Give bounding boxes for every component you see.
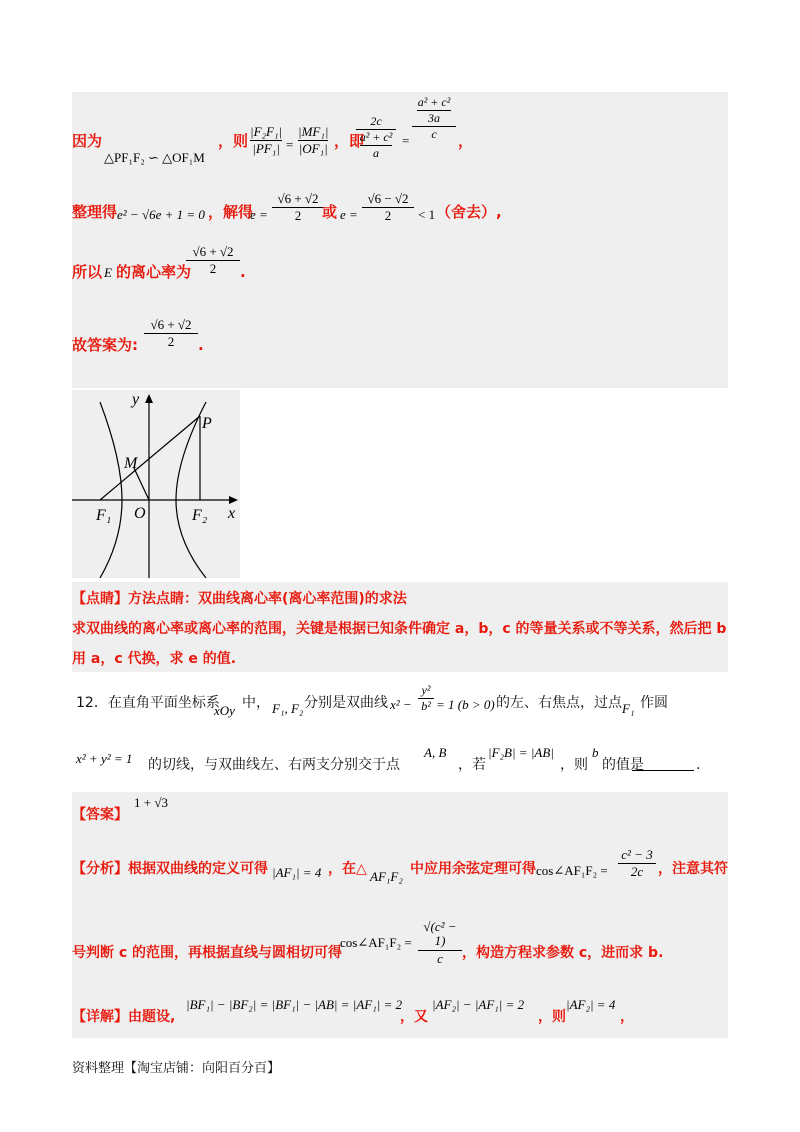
detail-eq2: |AF₂| − |AF₁| = 2: [432, 997, 525, 1012]
then-text: ，则: [218, 132, 249, 150]
label-P: P: [202, 415, 212, 432]
footer-text: 资料整理【淘宝店铺：向阳百分百】: [72, 1061, 281, 1076]
because-text: 因为: [72, 132, 103, 150]
period-1: .: [240, 263, 246, 281]
then-b: ，则: [560, 757, 588, 773]
answer-frac: √6 + √2 2: [144, 318, 198, 350]
detail-then: ，则: [538, 1009, 566, 1025]
frac-equals: =: [402, 133, 410, 148]
so-text: 所以: [72, 263, 103, 281]
tangent-text: 的切线，与双曲线左、右两支分别交于点: [148, 757, 400, 773]
quadratic-eq: e² − √6e + 1 = 0: [117, 207, 205, 222]
xOy: xOy: [214, 703, 235, 718]
detail-eq1: |BF₁| − |BF₂| = |BF₁| − |AB| = |AF₁| = 2: [186, 997, 403, 1012]
or-text: 或: [322, 203, 338, 221]
arrange-text: 整理得: [72, 203, 118, 221]
value-is: 的值是: [602, 757, 644, 773]
sol-e2-lt: < 1: [418, 207, 436, 222]
eccentricity-frac: √6 + √2 2: [186, 245, 240, 277]
hyperbola-eq-frac: y² b²: [418, 684, 434, 713]
ratio-equals: =: [286, 137, 294, 152]
sol-e2-label: e =: [340, 207, 358, 222]
analysis-label: 【分析】根据双曲线的定义可得: [72, 861, 268, 877]
answer-blank[interactable]: [632, 770, 694, 771]
analysis-cos2-frac: √(c² − 1) c: [418, 920, 462, 966]
solve-text: ，解得: [208, 203, 254, 221]
frac-right: a² + c² 3a c: [412, 96, 456, 142]
analysis-af1: |AF₁| = 4: [272, 865, 322, 880]
tips-title: 【点睛】方法点睛：双曲线离心率(离心率范围)的求法: [72, 591, 407, 607]
label-y: y: [132, 391, 140, 408]
detail-end: ，: [620, 1009, 634, 1025]
answer-label: 故答案为:: [72, 336, 138, 354]
left-right-foci: 的左、右焦点，过点: [496, 695, 622, 711]
analysis-cos-expr: cos∠AF₁F₂ =: [536, 863, 608, 878]
similar-triangles: △PF₁F₂ ∽ △OF₁M: [104, 150, 205, 165]
line-F1-P: [100, 416, 200, 500]
AB-points: A, B: [424, 745, 447, 760]
F1-point: F₁: [622, 701, 635, 716]
analysis-cos-frac: c² − 3 2c: [618, 848, 656, 880]
detail-also: ，又: [400, 1009, 428, 1025]
answer12-value: 1 + √3: [134, 795, 168, 810]
ji-text: ，即: [334, 132, 365, 150]
analysis-tri: AF₁F₂: [370, 869, 403, 884]
condition: |F₂B| = |AB|: [488, 745, 554, 760]
analysis-note: ，注意其符: [658, 861, 728, 877]
hyperbola-eq-rest: = 1 (b > 0): [436, 697, 495, 712]
y-axis-arrow: [145, 394, 153, 403]
problem12-end: .: [696, 757, 701, 773]
answer12-label: 【答案】: [72, 807, 128, 823]
b-symbol: b: [592, 745, 599, 760]
problem12-number: 12．在直角平面坐标系: [76, 695, 220, 711]
analysis-in-tri: ，在△: [328, 861, 367, 877]
analysis-cos-law: 中应用余弦定理可得: [410, 861, 536, 877]
sol-e1-label: e =: [250, 207, 268, 222]
E-symbol: E: [104, 265, 112, 280]
sol-e1-frac: √6 + √2 2: [272, 192, 324, 224]
zhong: 中，: [242, 695, 270, 711]
x-axis-arrow: [229, 496, 238, 504]
comma-1: ，: [458, 132, 474, 150]
F1F2: F₁, F₂: [272, 701, 304, 716]
ratio-right: |MF₁| |OF₁|: [298, 124, 329, 157]
hyperbola-eq-x: x² −: [390, 697, 412, 712]
label-M: M: [124, 455, 138, 472]
hyperbola-figure: [72, 390, 240, 578]
detail-eq3: |AF₂| = 4: [566, 997, 616, 1012]
period-2: .: [198, 336, 204, 354]
eccentricity-text: 的离心率为: [116, 263, 192, 281]
label-F2: F₂: [192, 507, 208, 524]
analysis-line2a: 号判断 c 的范围，再根据直线与圆相切可得: [72, 945, 343, 961]
label-x: x: [228, 505, 236, 522]
label-O: O: [134, 505, 146, 522]
draw-circle: 作圆: [640, 695, 668, 711]
tips-line2: 用 a，c 代换，求 e 的值.: [72, 651, 237, 667]
circle-eq: x² + y² = 1: [76, 751, 133, 766]
analysis-cos2-expr: cos∠AF₁F₂ =: [340, 935, 412, 950]
ratio-left: |F₂F₁| |PF₁|: [250, 124, 283, 157]
label-F1: F₁: [96, 507, 112, 524]
sol-e2-frac: √6 − √2 2: [362, 192, 414, 224]
frac-2c: 2c a² + c² a: [356, 115, 396, 161]
are-foci: 分别是双曲线: [304, 695, 388, 711]
detail-label: 【详解】由题设,: [72, 1009, 176, 1025]
discard-text: （舍去）,: [436, 203, 502, 221]
if-text: ，若: [458, 757, 486, 773]
analysis-line2b: ，构造方程求参数 c，进而求 b.: [462, 945, 664, 961]
line-M-O: [134, 468, 149, 500]
tips-line1: 求双曲线的离心率或离心率的范围，关键是根据已知条件确定 a，b，c 的等量关系或不等关系，然后把 b: [72, 621, 727, 637]
